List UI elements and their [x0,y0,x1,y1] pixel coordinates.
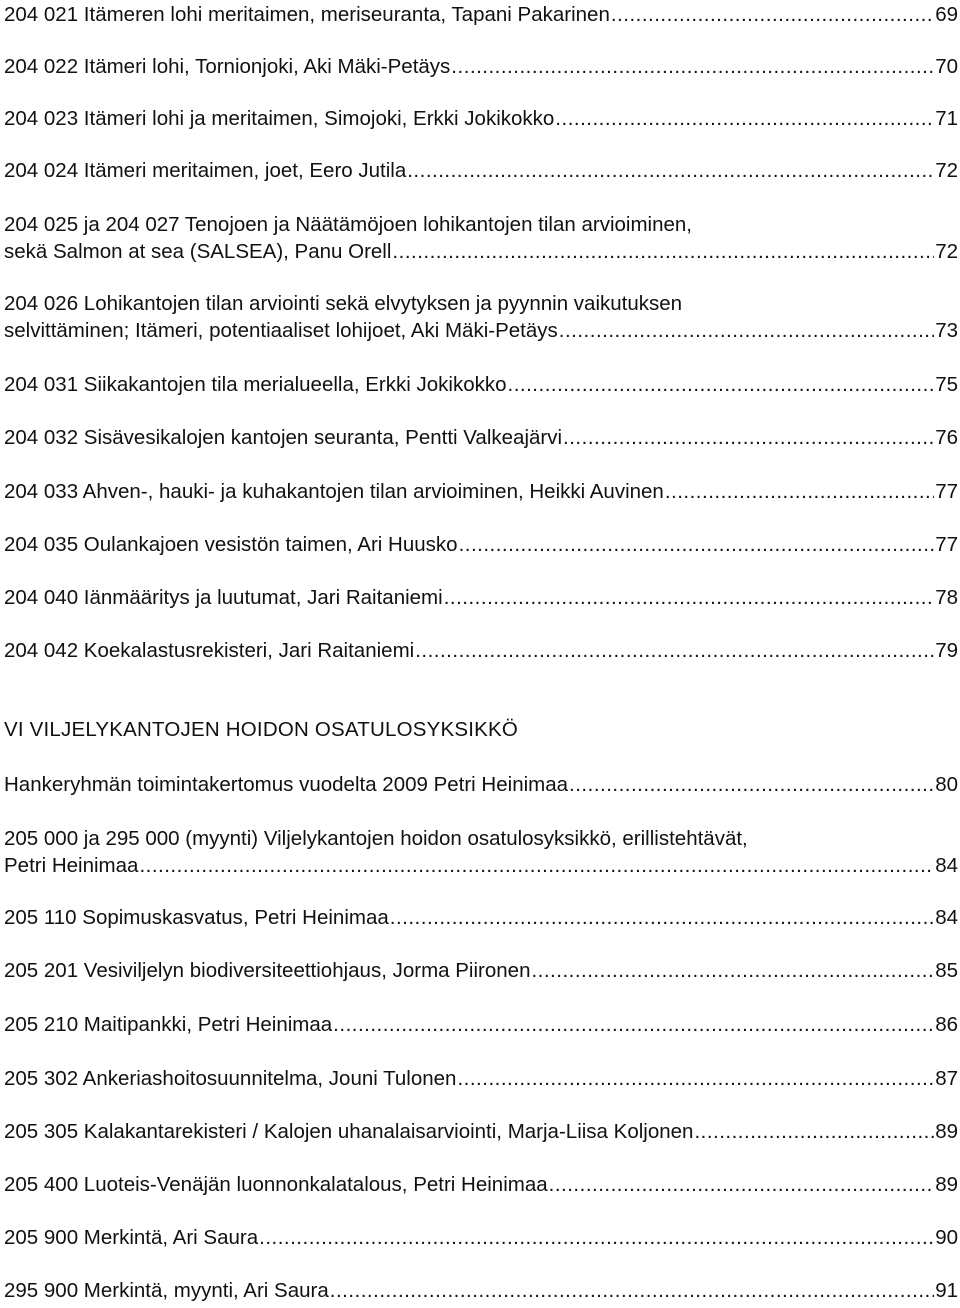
toc-entry [4,826,958,879]
toc-page-number: 85 [935,959,958,982]
toc-page-number: 86 [935,1013,958,1036]
dot-leader [611,2,934,29]
toc-page-number: 73 [935,318,958,342]
toc-entry-title: 204 023 Itämeri lohi ja meritaimen, Simojoki, Erkki Jokikokko [4,107,555,130]
toc-entry-title-line1: 204 026 Lohikantojen tilan arviointi sekä elvytyksen ja pyynnin vaikutuksen [4,292,683,315]
dot-leader [549,1172,935,1199]
dot-leader [559,318,934,345]
toc-entry-title: 205 210 Maitipankki, Petri Heinimaa [4,1013,333,1036]
dot-leader [444,585,934,612]
toc-entry [4,905,958,932]
dot-leader [563,425,934,452]
dot-leader [415,638,934,665]
toc-page-number: 77 [935,533,958,556]
dot-leader [407,158,934,185]
toc-entry [4,291,958,344]
dot-leader [333,1012,934,1039]
dot-leader [694,1119,934,1146]
dot-leader [330,1278,934,1305]
dot-leader [259,1225,934,1252]
toc-entry-title: 295 900 Merkintä, myynti, Ari Saura [4,1279,329,1302]
toc-entry-title-line1: 205 000 ja 295 000 (myynti) Viljelykantojen hoidon osatulosyksikkö, erillistehtävät, [4,827,748,850]
toc-entry [4,638,958,665]
toc-entry-title: 204 024 Itämeri meritaimen, joet, Eero Jutila [4,159,407,182]
dot-leader [457,1066,934,1093]
toc-entry-title: 205 110 Sopimuskasvatus, Petri Heinimaa [4,906,389,929]
toc-entry-title: 204 033 Ahven-, hauki- ja kuhakantojen tilan arvioiminen, Heikki Auvinen [4,480,664,503]
toc-page-number: 72 [935,159,958,182]
dot-leader [390,905,934,932]
toc-entry-title: selvittäminen; Itämeri, potentiaaliset lohijoet, Aki Mäki-Petäys [4,318,558,342]
toc-entry-title: 204 042 Koekalastusrekisteri, Jari Raitaniemi [4,639,415,662]
toc-entry [4,479,958,506]
toc-page-number: 75 [935,373,958,396]
toc-entry [4,532,958,559]
toc-entry-title: 204 022 Itämeri lohi, Tornionjoki, Aki Mäki-Petäys [4,55,451,78]
toc-entry-title: 204 040 Iänmääritys ja luutumat, Jari Raitaniemi [4,586,443,609]
toc-entry-title-line1: 204 025 ja 204 027 Tenojoen ja Näätämöjoen lohikantojen tilan arvioiminen, [4,213,693,236]
toc-entry [4,2,958,29]
toc-page-number: 78 [935,586,958,609]
toc-page-number: 69 [935,3,958,26]
toc-entry-title: 204 032 Sisävesikalojen kantojen seuranta, Pentti Valkeajärvi [4,426,563,449]
toc-page-number: 70 [935,55,958,78]
toc-entry-title: sekä Salmon at sea (SALSEA), Panu Orell [4,239,392,263]
dot-leader [555,106,934,133]
toc-page-number: 89 [935,1173,958,1196]
toc-entry [4,1012,958,1039]
toc-entry [4,212,958,265]
toc-entry-title: 205 900 Merkintä, Ari Saura [4,1226,259,1249]
toc-entry-title: 204 035 Oulankajoen vesistön taimen, Ari Huusko [4,533,458,556]
toc-page-number: 80 [935,773,958,796]
toc-entry [4,1225,958,1252]
toc-page-number: 89 [935,1120,958,1143]
toc-entry [4,585,958,612]
toc-entry [4,1172,958,1199]
dot-leader [665,479,934,506]
toc-entry [4,1066,958,1093]
toc-page-number: 84 [935,906,958,929]
toc-entry-title: 205 305 Kalakantarekisteri / Kalojen uhanalaisarviointi, Marja-Liisa Koljonen [4,1120,694,1143]
dot-leader [459,532,935,559]
toc-entry-title: Petri Heinimaa [4,853,139,877]
toc-entry [4,158,958,185]
toc-entry [4,425,958,452]
toc-page-number: 87 [935,1067,958,1090]
toc-page-number: 76 [935,426,958,449]
toc-entry-title: 205 302 Ankeriashoitosuunnitelma, Jouni Tulonen [4,1067,457,1090]
toc-entry [4,372,958,399]
dot-leader [569,772,934,799]
toc-entry-title: 204 031 Siikakantojen tila merialueella, Erkki Jokikokko [4,373,507,396]
toc-entry-title: 205 400 Luoteis-Venäjän luonnonkalatalous, Petri Heinimaa [4,1173,548,1196]
toc-entry [4,54,958,81]
toc-entry [4,772,958,799]
toc-entry-title: 205 201 Vesiviljelyn biodiversiteettiohjaus, Jorma Piironen [4,959,531,982]
toc-entry [4,1119,958,1146]
toc-entry [4,106,958,133]
toc-page-number: 79 [935,639,958,662]
toc-page-number: 71 [935,107,958,130]
section-heading: VI VILJELYKANTOJEN HOIDON OSATULOSYKSIKKÖ [4,718,519,741]
dot-leader [139,853,934,880]
dot-leader [508,372,935,399]
toc-entry [4,1278,958,1305]
toc-page-number: 90 [935,1226,958,1249]
dot-leader [392,239,934,266]
toc-entry-title: 204 021 Itämeren lohi meritaimen, meriseuranta, Tapani Pakarinen [4,3,610,26]
toc-page-number: 84 [935,853,958,877]
toc-page-number: 77 [935,480,958,503]
dot-leader [451,54,934,81]
toc-entry [4,958,958,985]
dot-leader [531,958,934,985]
toc-entry-title: Hankeryhmän toimintakertomus vuodelta 2009 Petri Heinimaa [4,773,569,796]
toc-page-number: 91 [935,1279,958,1302]
toc-page-number: 72 [935,239,958,263]
